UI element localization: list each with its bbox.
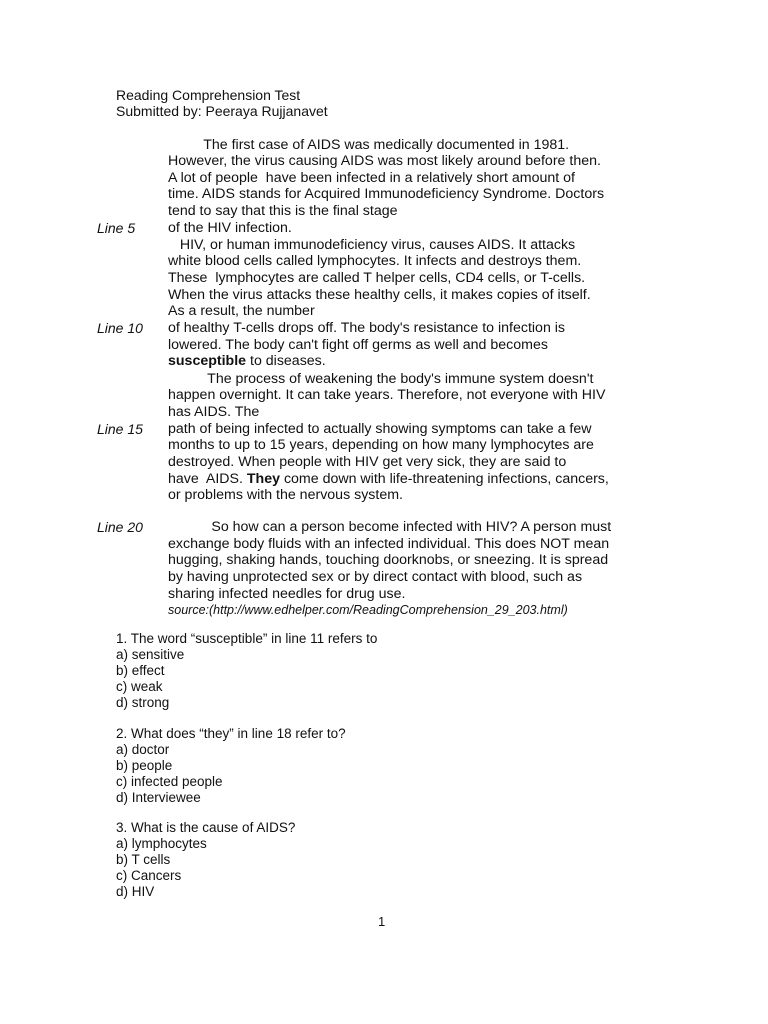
- passage-text: come down with life-threatening infections, cancers,: [280, 471, 609, 487]
- passage-line: months to up to 15 years, depending on how many lymphocytes are: [168, 437, 594, 453]
- passage-line: has AIDS. The: [168, 404, 260, 420]
- keyword-susceptible: susceptible: [168, 353, 247, 369]
- passage-line: When the virus attacks these healthy cells, it makes copies of itself.: [168, 287, 591, 303]
- passage-line: exchange body fluids with an infected individual. This does NOT mean: [168, 536, 610, 552]
- page-number: 1: [378, 914, 386, 929]
- passage-line: [168, 353, 326, 369]
- passage-line: path of being infected to actually showing symptoms can take a few: [168, 421, 592, 437]
- line-number-20: Line 20: [97, 519, 143, 535]
- passage-line: The process of weakening the body's immune system doesn't: [168, 371, 594, 387]
- answer-option: b) T cells: [116, 852, 171, 867]
- answer-option: c) Cancers: [116, 868, 182, 883]
- question-prompt: 3. What is the cause of AIDS?: [116, 820, 296, 835]
- passage-line: [168, 471, 609, 487]
- passage-line: So how can a person become infected with HIV? A person must: [168, 519, 612, 535]
- passage-line: of the HIV infection.: [168, 220, 292, 236]
- question-prompt: 1. The word “susceptible” in line 11 refers to: [116, 631, 378, 646]
- passage-line: or problems with the nervous system.: [168, 487, 403, 503]
- passage-line: As a result, the number: [168, 303, 315, 319]
- passage-line: HIV, or human immunodeficiency virus, causes AIDS. It attacks: [168, 237, 576, 253]
- passage-line: tend to say that this is the final stage: [168, 203, 398, 219]
- answer-option: a) sensitive: [116, 647, 185, 662]
- passage-line: A lot of people have been infected in a relatively short amount of: [168, 170, 575, 186]
- passage-line: The first case of AIDS was medically documented in 1981.: [168, 137, 570, 153]
- question-prompt: 2. What does “they” in line 18 refer to?: [116, 726, 346, 741]
- answer-option: c) weak: [116, 679, 163, 694]
- line-number-5: Line 5: [97, 220, 136, 236]
- passage-line: However, the virus causing AIDS was most likely around before then.: [168, 153, 601, 169]
- line-number-15: Line 15: [97, 421, 143, 437]
- answer-option: a) doctor: [116, 742, 170, 757]
- passage-line: sharing infected needles for drug use.: [168, 586, 406, 602]
- passage-line: of healthy T-cells drops off. The body's resistance to infection is: [168, 320, 566, 336]
- submitted-by: Submitted by: Peeraya Rujjanavet: [116, 103, 328, 119]
- passage-line: white blood cells called lymphocytes. It infects and destroys them.: [168, 253, 582, 269]
- passage-line: time. AIDS stands for Acquired Immunodeficiency Syndrome. Doctors: [168, 186, 605, 202]
- document-title: Reading Comprehension Test: [116, 87, 301, 103]
- passage-line: lowered. The body can't fight off germs as well and becomes: [168, 337, 548, 353]
- passage-line: These lymphocytes are called T helper cells, CD4 cells, or T-cells.: [168, 270, 586, 286]
- passage-text: to diseases.: [246, 353, 326, 369]
- source-citation: source:(http://www.edhelper.com/ReadingComprehension_29_203.html): [168, 603, 568, 617]
- passage-line: happen overnight. It can take years. Therefore, not everyone with HIV: [168, 387, 606, 403]
- passage-text: have AIDS.: [168, 471, 247, 487]
- passage-line: by having unprotected sex or by direct contact with blood, such as: [168, 569, 583, 585]
- line-number-10: Line 10: [97, 320, 143, 336]
- passage-line: hugging, shaking hands, touching doorknobs, or sneezing. It is spread: [168, 552, 609, 568]
- passage-line: destroyed. When people with HIV get very sick, they are said to: [168, 454, 567, 470]
- keyword-they: They: [246, 471, 280, 487]
- answer-option: b) people: [116, 758, 173, 773]
- answer-option: d) Interviewee: [116, 790, 201, 805]
- answer-option: d) strong: [116, 695, 170, 710]
- answer-option: a) lymphocytes: [116, 836, 207, 851]
- answer-option: d) HIV: [116, 884, 155, 899]
- answer-option: c) infected people: [116, 774, 223, 789]
- answer-option: b) effect: [116, 663, 165, 678]
